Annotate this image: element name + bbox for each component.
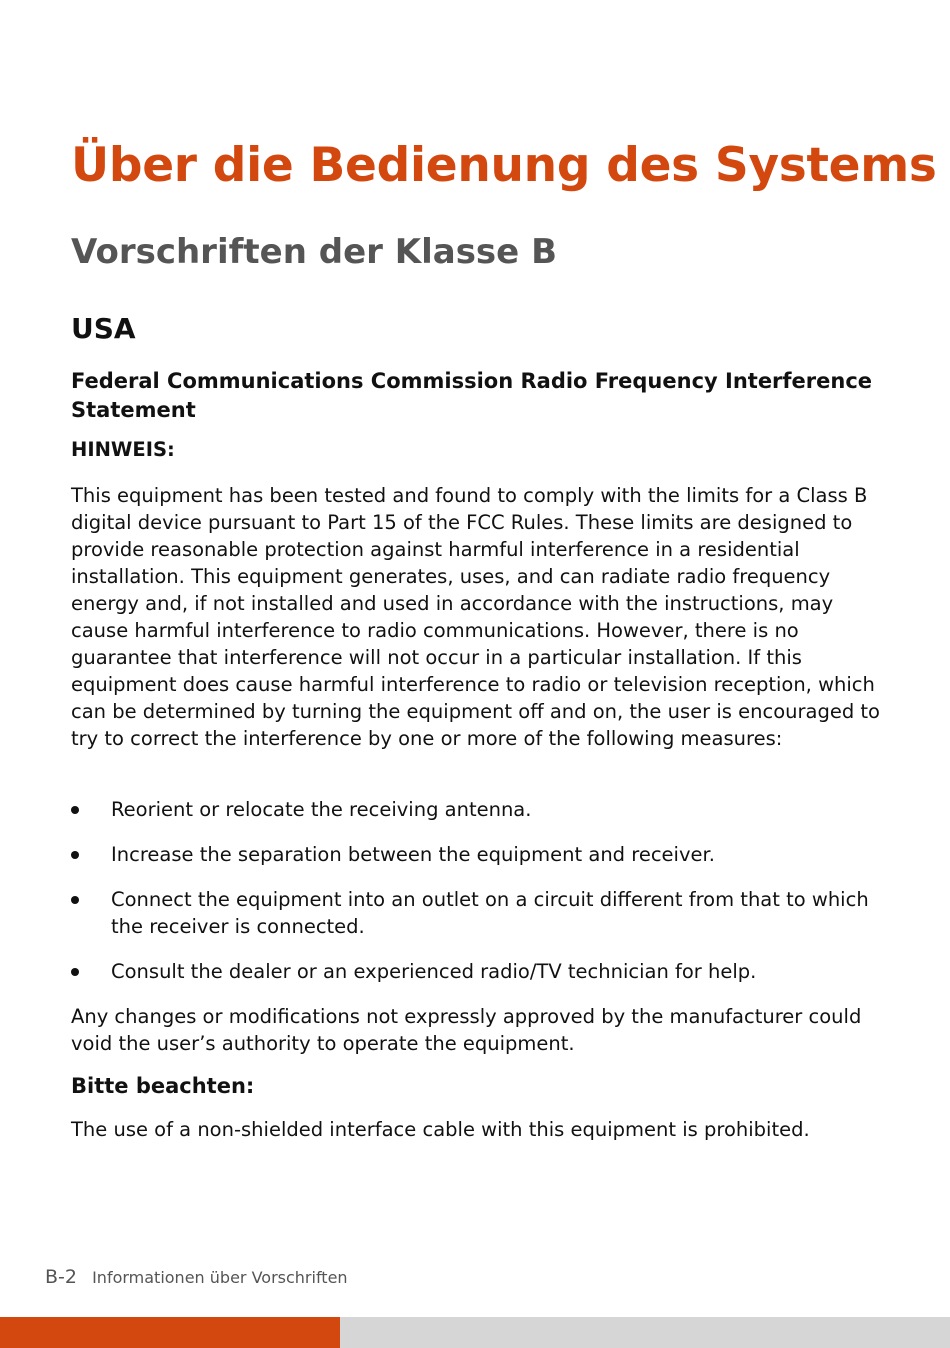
- page-number: B-2: [45, 1266, 77, 1288]
- bullet-icon: [71, 896, 79, 904]
- list-item: [71, 841, 886, 868]
- list-item: [71, 886, 886, 940]
- list-item-text: Reorient or relocate the receiving antenna.: [111, 798, 532, 821]
- page-subtitle: Vorschriften der Klasse B: [71, 232, 557, 272]
- page-title: Über die Bedienung des Systems: [71, 138, 937, 193]
- footer-section-label: Informationen über Vorschriften: [92, 1268, 348, 1287]
- page-footer: [45, 1266, 348, 1288]
- bullet-icon: [71, 851, 79, 859]
- bullet-icon: [71, 968, 79, 976]
- footer-accent-bar: [0, 1317, 340, 1348]
- list-item-text: Consult the dealer or an experienced radio/TV technician for help.: [111, 960, 757, 983]
- note-label: HINWEIS:: [71, 438, 175, 461]
- bullet-icon: [71, 806, 79, 814]
- fcc-statement-paragraph: This equipment has been tested and found to comply with the limits for a Class B digital device pursuant to Part 15 of the FCC Rules. These limits are designed to provide reasonable protection against harmful interference in a residential installation. This equipment generates, uses, and can radiate radio frequency energy and, if not installed and used in accordance with the instructions, may cause harmful interference to radio communications. However, there is no guarantee that interference will not occur in a particular installation. If this equipment does cause harmful interference to radio or television reception, which can be determined by turning the equipment off and on, the user is encouraged to try to correct the interference by one or more of the following measures:: [71, 484, 880, 750]
- measures-list: [71, 796, 886, 1003]
- footer-grey-bar: [340, 1317, 950, 1348]
- cable-notice-paragraph: The use of a non-shielded interface cable with this equipment is prohibited.: [71, 1118, 810, 1141]
- list-item: [71, 958, 886, 985]
- please-note-heading: Bitte beachten:: [71, 1074, 255, 1098]
- section-heading-usa: USA: [71, 312, 136, 345]
- list-item-text: Connect the equipment into an outlet on a circuit different from that to which the receiver is connected.: [111, 888, 869, 938]
- modifications-paragraph: Any changes or modifications not expressly approved by the manufacturer could void the user’s authority to operate the equipment.: [71, 1005, 862, 1055]
- list-item: [71, 796, 886, 823]
- list-item-text: Increase the separation between the equipment and receiver.: [111, 843, 715, 866]
- subsection-heading-fcc: Federal Communications Commission Radio Frequency Interference Statement: [71, 369, 873, 422]
